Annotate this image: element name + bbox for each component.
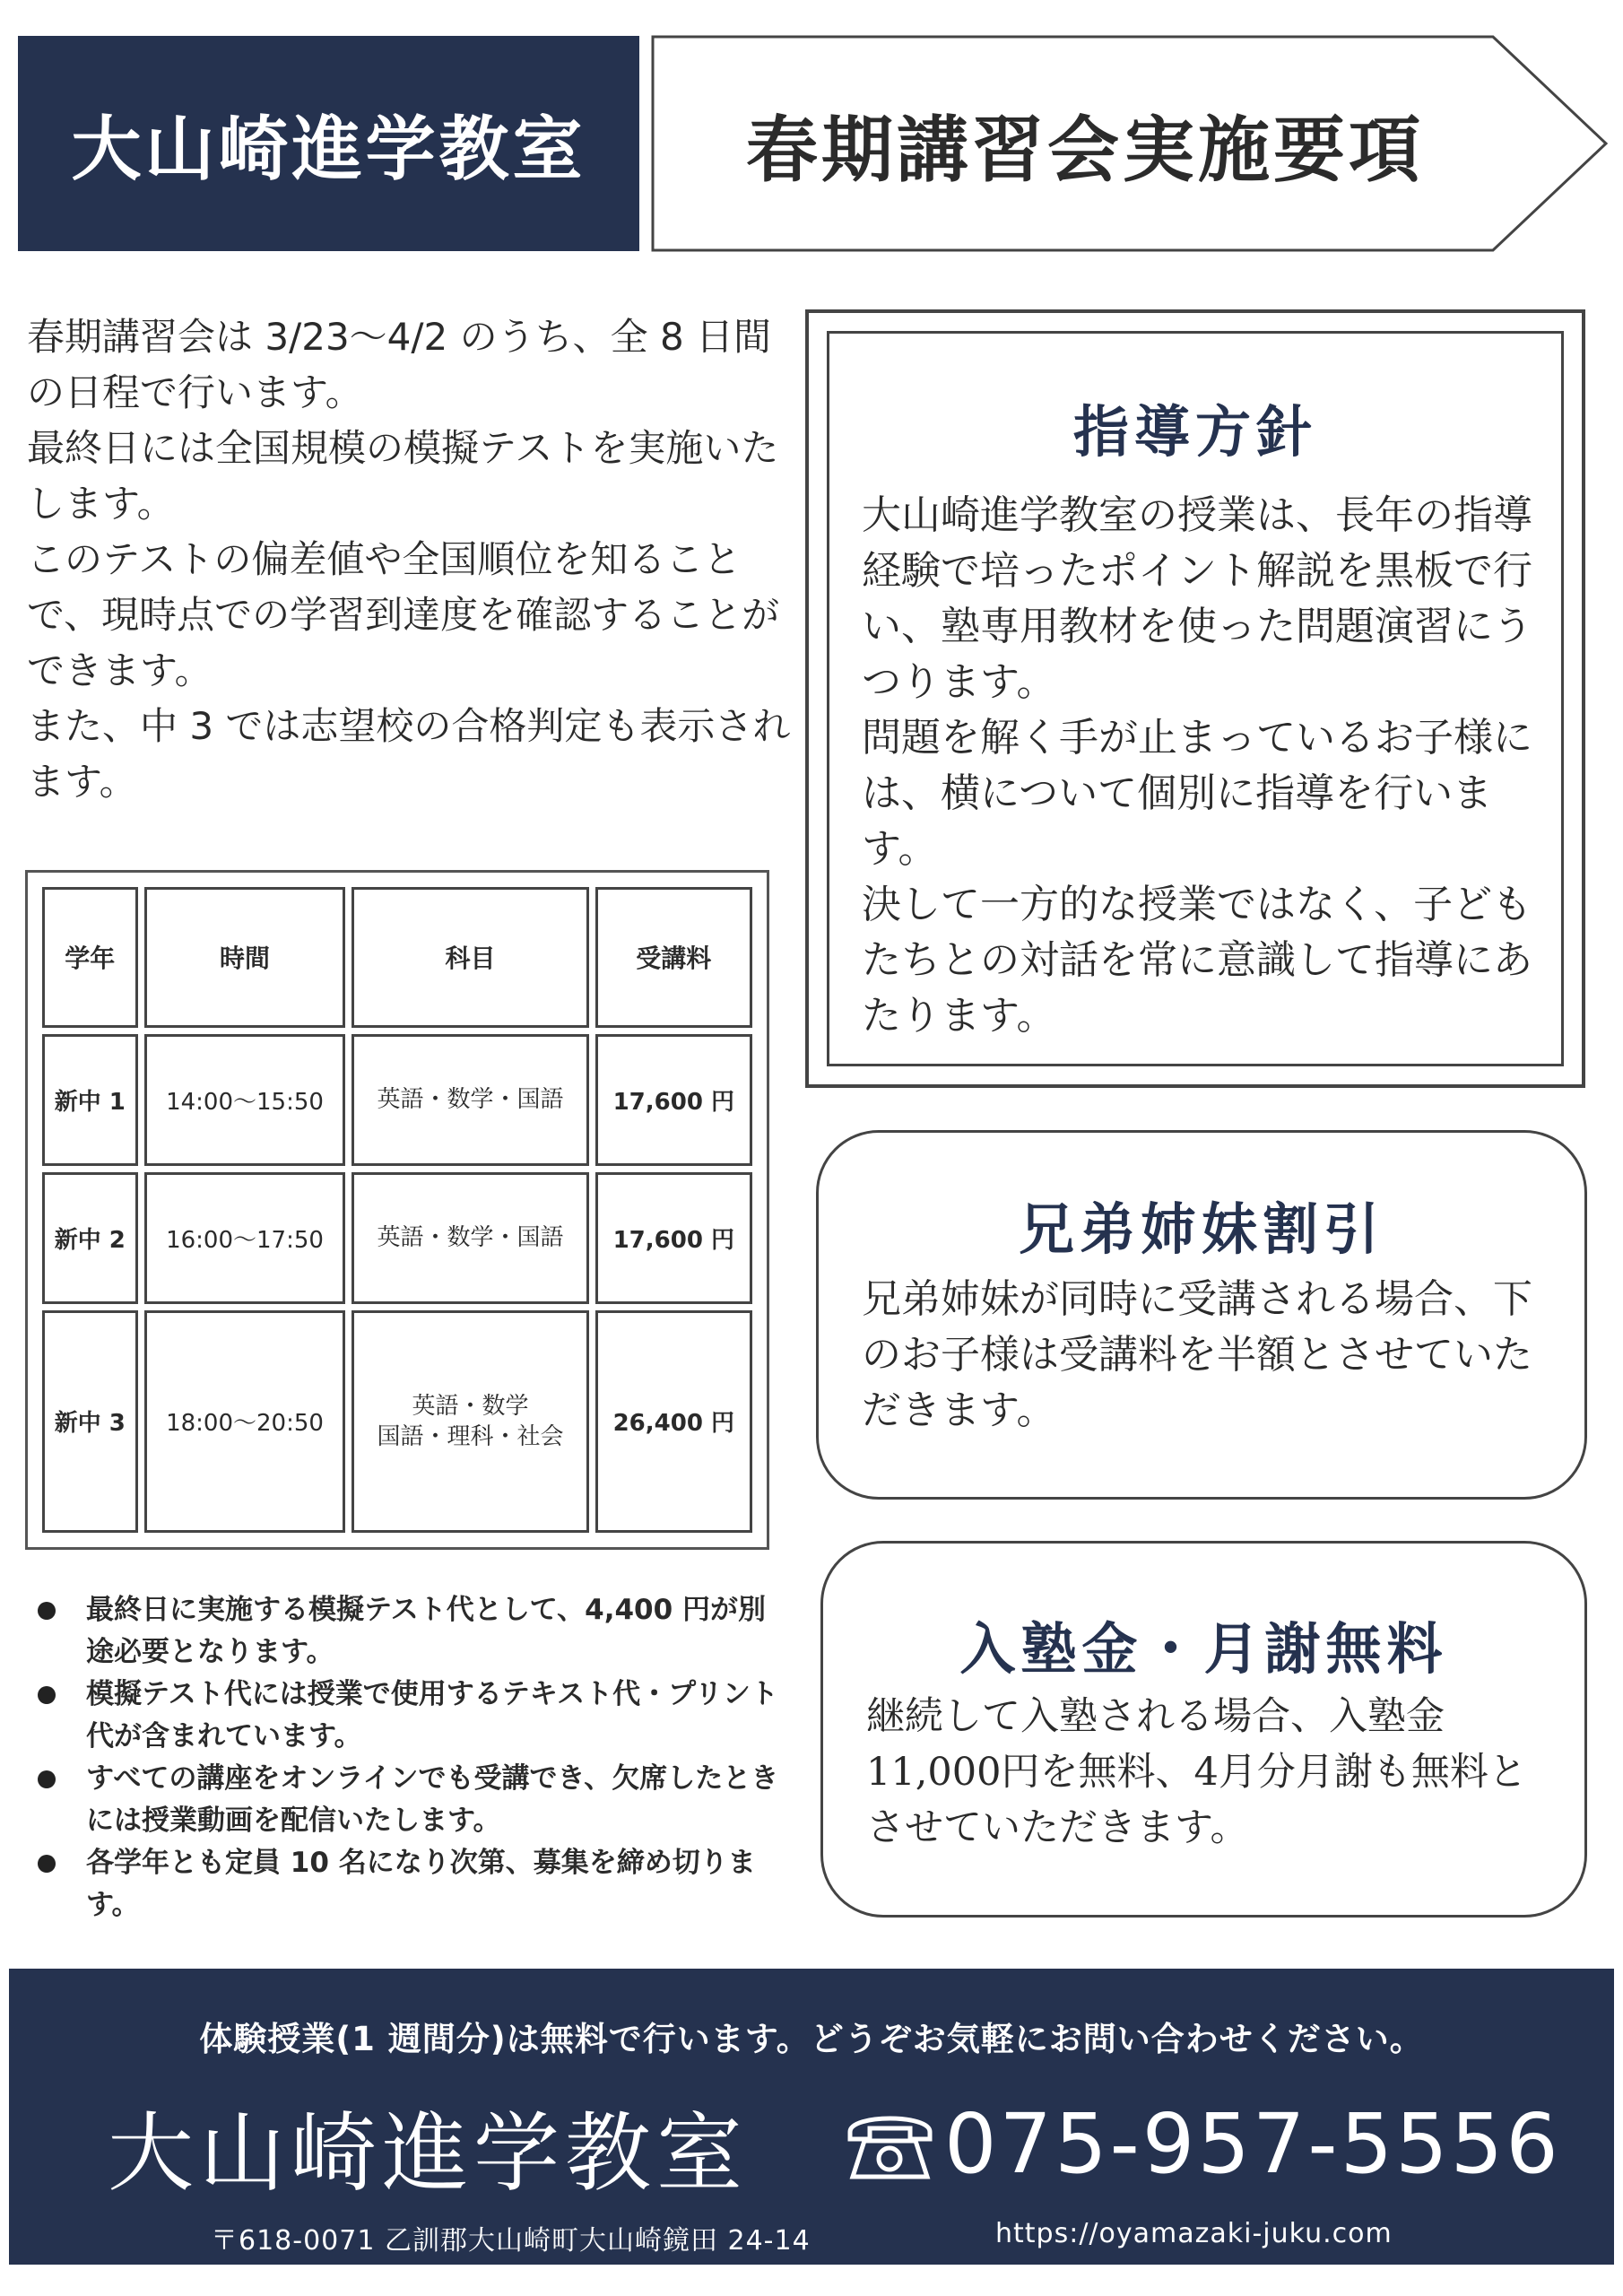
subjects-line-2: 国語・理科・社会	[377, 1422, 564, 1450]
list-item	[27, 1674, 780, 1758]
phone-icon	[843, 2105, 937, 2184]
note-text: 各学年とも定員 10 名になり次第、募集を締め切ります。	[86, 1847, 756, 1921]
policy-paragraph: 問題を解く手が止まっているお子様には、横について個別に指導を行います。	[862, 715, 1532, 872]
cell-grade: 新中 3	[42, 1310, 138, 1533]
cell-grade: 新中 1	[42, 1034, 138, 1166]
notes-list	[27, 1589, 780, 1926]
intro-text	[27, 309, 798, 810]
intro-paragraph: 春期講習会は 3/23〜4/2 のうち、全 8 日間の日程で行います。	[27, 315, 772, 414]
note-text: すべての講座をオンラインでも受講でき、欠席したときには授業動画を配信いたします。	[86, 1762, 779, 1837]
note-text: 模擬テスト代には授業で使用するテキスト代・プリント代が含まれています。	[86, 1678, 778, 1752]
policy-paragraph: 決して一方的な授業ではなく、子どもたちとの対話を常に意識して指導にあたります。	[862, 882, 1532, 1039]
subjects-line-1: 英語・数学	[412, 1392, 529, 1420]
cell-time: 16:00〜17:50	[144, 1172, 346, 1304]
footer-url-link[interactable]: https://oyamazaki-juku.com	[995, 2218, 1393, 2249]
list-item	[27, 1758, 780, 1842]
policy-box	[805, 309, 1585, 1088]
policy-title: 指導方針	[1072, 399, 1317, 465]
footer	[9, 1969, 1614, 2265]
bullet-icon	[38, 1855, 56, 1873]
cell-subjects: 英語・数学・国語	[352, 1172, 588, 1304]
header-subjects: 科目	[352, 887, 588, 1028]
free-enrollment-paragraph: 継続して入塾される場合、入塾金 11,000円を無料、4月分月謝も無料とさせていただきます。	[866, 1694, 1527, 1850]
table-row	[42, 1034, 752, 1166]
sibling-discount-title: 兄弟姉妹割引	[1018, 1196, 1384, 1262]
title-arrow-banner	[650, 34, 1610, 253]
header-grade: 学年	[42, 887, 138, 1028]
fee-table-frame	[25, 870, 769, 1550]
phone-number: 075-957-5556	[944, 2096, 1561, 2192]
header-fee: 受講料	[595, 887, 752, 1028]
trial-lesson-text: 体験授業(1 週間分)は無料で行います。どうぞお気軽にお問い合わせください。	[199, 2020, 1424, 2058]
policy-inner-frame	[827, 331, 1564, 1066]
school-name: 大山崎進学教室	[71, 109, 586, 190]
header-time: 時間	[144, 887, 346, 1028]
note-text: 最終日に実施する模擬テスト代として、4,400 円が別途必要となります。	[86, 1594, 766, 1668]
intro-paragraph: 最終日には全国規模の模擬テストを実施いたします。	[27, 426, 779, 526]
bullet-icon	[38, 1602, 56, 1620]
sibling-discount-text	[862, 1272, 1558, 1439]
sibling-discount-paragraph: 兄弟姉妹が同時に受講される場合、下のお子様は受講料を半額とさせていただきます。	[862, 1276, 1532, 1433]
cell-subjects	[352, 1310, 588, 1533]
policy-paragraph: 大山崎進学教室の授業は、長年の指導経験で培ったポイント解説を黒板で行い、塾専用教材を使った問題演習にうつります。	[862, 492, 1532, 705]
table-header-row	[42, 887, 752, 1028]
free-enrollment-title: 入塾金・月謝無料	[959, 1616, 1448, 1682]
cell-grade: 新中 2	[42, 1172, 138, 1304]
cell-fee: 26,400 円	[595, 1310, 752, 1533]
free-enrollment-text	[866, 1689, 1558, 1856]
intro-paragraph: このテストの偏差値や全国順位を知ることで、現時点での学習到達度を確認することができます。	[27, 537, 780, 692]
policy-text	[862, 488, 1536, 1044]
sibling-discount-box	[816, 1130, 1587, 1500]
school-name-banner	[18, 36, 639, 251]
footer-school-name: 大山崎進学教室	[108, 2103, 748, 2204]
bullet-icon	[38, 1686, 56, 1704]
cell-fee: 17,600 円	[595, 1034, 752, 1166]
bullet-icon	[38, 1770, 56, 1788]
cell-fee: 17,600 円	[595, 1172, 752, 1304]
page-title: 春期講習会実施要項	[746, 107, 1424, 192]
phone-contact[interactable]	[843, 2096, 1561, 2192]
cell-time: 18:00〜20:50	[144, 1310, 346, 1533]
table-row	[42, 1172, 752, 1304]
list-item	[27, 1589, 780, 1674]
free-enrollment-box	[820, 1541, 1587, 1918]
list-item	[27, 1842, 780, 1926]
cell-subjects: 英語・数学・国語	[352, 1034, 588, 1166]
footer-address: 〒618-0071 乙訓郡大山崎町大山崎鏡田 24-14	[211, 2225, 811, 2257]
fee-table	[36, 881, 759, 1539]
intro-paragraph: また、中 3 では志望校の合格判定も表示されます。	[27, 704, 791, 804]
cell-time: 14:00〜15:50	[144, 1034, 346, 1166]
table-row	[42, 1310, 752, 1533]
